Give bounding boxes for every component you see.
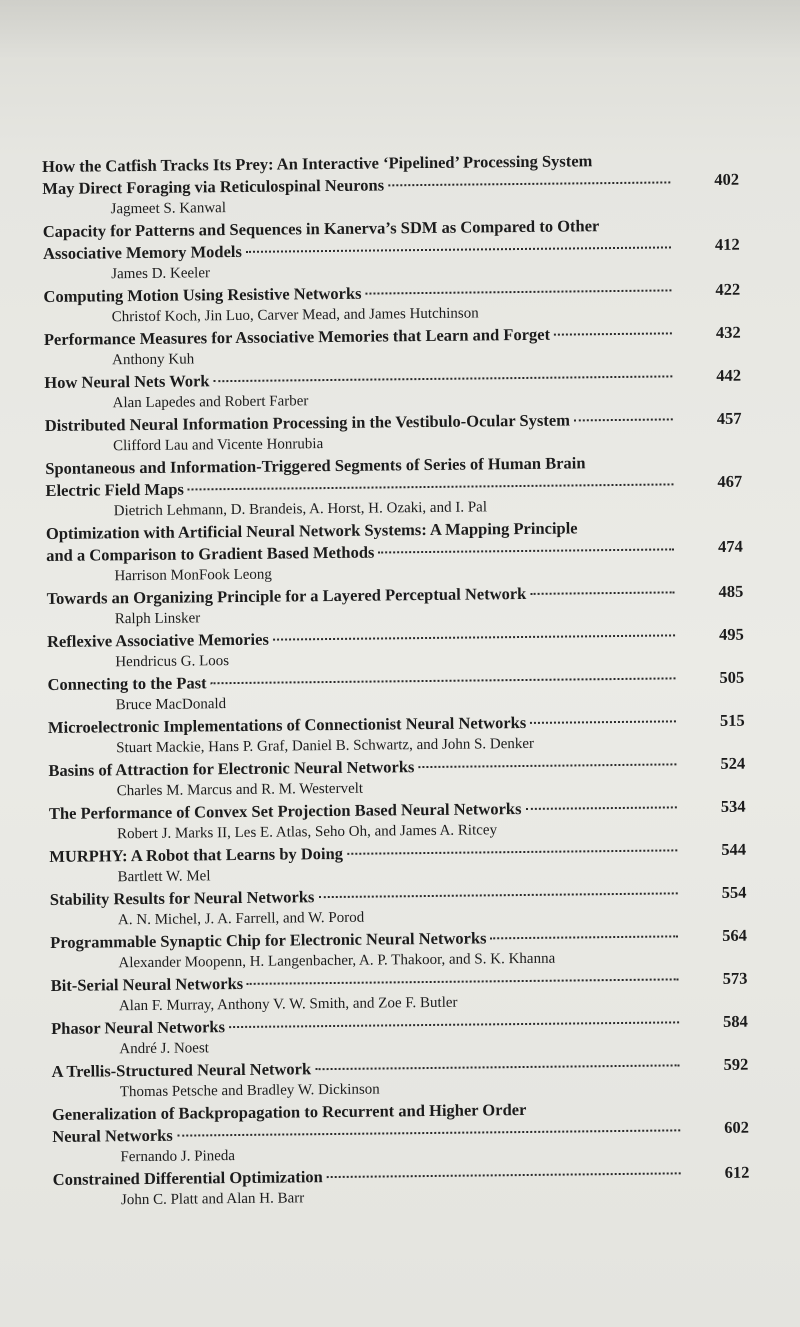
dot-leader (366, 289, 672, 294)
page-edge-shadow (0, 0, 800, 60)
toc-entry (51, 1010, 771, 1061)
entry-page-number: 602 (724, 1117, 750, 1137)
toc-entry (50, 924, 770, 975)
toc-entry (45, 407, 765, 458)
entry-authors: André J. Noest (119, 1040, 210, 1058)
entry-authors: James D. Keeler (111, 265, 211, 283)
entry-page-number: 474 (718, 536, 743, 556)
dot-leader (214, 375, 673, 382)
entry-page-number: 544 (721, 839, 747, 859)
entry-page-number: 412 (714, 234, 740, 254)
toc-entry (52, 1096, 773, 1169)
dot-leader (246, 246, 671, 252)
entry-title: Connecting to the Past (47, 673, 207, 694)
toc-entry (51, 1053, 771, 1104)
entry-title: A Trellis-Structured Neural Network (51, 1059, 312, 1081)
toc-entry (53, 1161, 773, 1212)
entry-page-number: 524 (720, 753, 746, 773)
entry-authors: Bartlett W. Mel (117, 868, 211, 886)
toc-entry (45, 450, 766, 523)
toc-entry (47, 623, 767, 674)
toc-entry (43, 278, 763, 329)
dot-leader (229, 1021, 679, 1028)
entry-title: and a Comparison to Gradient Based Methods (46, 542, 375, 565)
entry-title: MURPHY: A Robot that Learns by Doing (49, 843, 344, 866)
entry-page-number: 402 (714, 169, 740, 189)
toc-entry (46, 515, 767, 588)
dot-leader (273, 634, 675, 640)
entry-title-first-line: Spontaneous and Information-Triggered Segments of Series of Human Brain (45, 453, 586, 478)
entry-title: Stability Results for Neural Networks (49, 887, 315, 909)
toc-entry (51, 967, 771, 1018)
entry-page-number: 534 (720, 796, 746, 816)
toc-entry (47, 580, 767, 631)
entry-page-number: 612 (724, 1162, 750, 1182)
entry-title: Electric Field Maps (45, 479, 184, 500)
dot-leader (378, 548, 674, 553)
toc-entry (44, 321, 764, 372)
entry-authors: Clifford Lau and Vicente Honrubia (112, 436, 324, 455)
dot-leader (318, 892, 677, 898)
entry-page-number: 467 (717, 471, 743, 491)
entry-authors: Alan Lapedes and Robert Farber (112, 393, 309, 412)
entry-page-number: 584 (723, 1011, 748, 1031)
entry-title: May Direct Foraging via Reticulospinal Neurons (42, 175, 385, 198)
dot-leader (418, 763, 676, 768)
toc-entry (49, 838, 769, 889)
toc-entry (48, 709, 768, 760)
entry-title: Distributed Neural Information Processing in the Vestibulo-Ocular System (44, 410, 571, 435)
entry-authors: Stuart Mackie, Hans P. Graf, Daniel B. Schwartz, and John S. Denker (116, 735, 535, 757)
entry-title: Neural Networks (52, 1125, 173, 1146)
entry-authors: Dietrich Lehmann, D. Brandeis, A. Horst, H. Ozaki, and I. Pal (113, 499, 488, 520)
entry-authors: Jagmeet S. Kanwal (110, 200, 227, 218)
dot-leader (574, 418, 673, 421)
dot-leader (188, 483, 674, 490)
entry-title: Associative Memory Models (42, 241, 242, 263)
entry-title: Programmable Synaptic Chip for Electronic Neural Networks (50, 928, 487, 952)
entry-authors: Alan F. Murray, Anthony V. W. Smith, and Zoe F. Butler (118, 994, 458, 1015)
entry-page-number: 592 (723, 1054, 749, 1074)
entry-page-number: 564 (722, 925, 748, 945)
entry-page-number: 554 (721, 882, 747, 902)
entry-title: The Performance of Convex Set Projection Based Neural Networks (48, 799, 522, 823)
dot-leader (554, 332, 672, 335)
entry-title: Bit-Serial Neural Networks (50, 973, 244, 995)
entry-title-first-line: How the Catfish Tracks Its Prey: An Interactive ‘Pipelined’ Processing System (42, 151, 593, 176)
entry-authors: A. N. Michel, J. A. Farrell, and W. Porod (117, 909, 365, 929)
entry-title: Performance Measures for Associative Memories that Learn and Forget (43, 324, 551, 349)
toc-entry (43, 213, 764, 286)
entry-page-number: 515 (719, 710, 745, 730)
entry-authors: John C. Platt and Alan H. Barr (120, 1190, 305, 1209)
dot-leader (247, 978, 679, 985)
entry-title: Phasor Neural Networks (51, 1017, 226, 1038)
toc-entry (42, 148, 763, 221)
dot-leader (491, 935, 679, 939)
entry-page-number: 485 (718, 581, 744, 601)
dot-leader (530, 720, 676, 724)
dot-leader (388, 181, 670, 186)
entry-title: Constrained Differential Optimization (52, 1167, 323, 1189)
entry-title: Microelectronic Implementations of Connectionist Neural Networks (47, 712, 527, 737)
dot-leader (347, 849, 677, 854)
entry-page-number: 505 (719, 667, 745, 687)
table-of-contents (42, 148, 773, 1211)
entry-authors: Robert J. Marks II, Les E. Atlas, Seho Oh, and James A. Ritcey (117, 822, 498, 843)
toc-entry (47, 666, 767, 717)
entry-title: Reflexive Associative Memories (46, 629, 269, 651)
toc-entry (50, 881, 770, 932)
entry-authors: Alexander Moopenn, H. Langenbacher, A. P. Thakoor, and S. K. Khanna (118, 950, 556, 972)
toc-entry (49, 795, 769, 846)
dot-leader (530, 591, 674, 595)
entry-page-number: 457 (716, 408, 742, 428)
entry-authors: Anthony Kuh (112, 351, 195, 369)
entry-title: How Neural Nets Work (44, 371, 210, 392)
entry-page-number: 432 (715, 322, 741, 342)
entry-title-first-line: Optimization with Artificial Neural Network Systems: A Mapping Principle (45, 518, 578, 543)
entry-authors: Charles M. Marcus and R. M. Westervelt (116, 780, 364, 800)
entry-title-first-line: Generalization of Backpropagation to Recurrent and Higher Order (51, 1099, 527, 1124)
toc-entry (48, 752, 768, 803)
entry-authors: Ralph Linsker (114, 610, 201, 628)
entry-page-number: 495 (718, 624, 744, 644)
dot-leader (315, 1064, 679, 1070)
dot-leader (211, 677, 676, 684)
entry-title: Basins of Attraction for Electronic Neural Networks (48, 757, 415, 780)
dot-leader (525, 806, 676, 810)
entry-authors: Harrison MonFook Leong (114, 566, 272, 585)
entry-authors: Christof Koch, Jin Luo, Carver Mead, and James Hutchinson (111, 305, 479, 326)
dot-leader (177, 1129, 680, 1136)
dot-leader (327, 1172, 681, 1178)
entry-page-number: 573 (722, 968, 748, 988)
entry-authors: Bruce MacDonald (115, 696, 227, 714)
entry-title: Towards an Organizing Principle for a Layered Perceptual Network (46, 583, 527, 608)
entry-authors: Thomas Petsche and Bradley W. Dickinson (119, 1081, 380, 1101)
entry-authors: Hendricus G. Loos (115, 653, 230, 671)
entry-title: Computing Motion Using Resistive Networks (43, 283, 362, 306)
entry-page-number: 422 (715, 279, 741, 299)
toc-entry (44, 364, 764, 415)
entry-title-first-line: Capacity for Patterns and Sequences in Kanerva’s SDM as Compared to Other (42, 216, 600, 241)
entry-page-number: 442 (716, 365, 742, 385)
entry-authors: Fernando J. Pineda (120, 1148, 236, 1166)
